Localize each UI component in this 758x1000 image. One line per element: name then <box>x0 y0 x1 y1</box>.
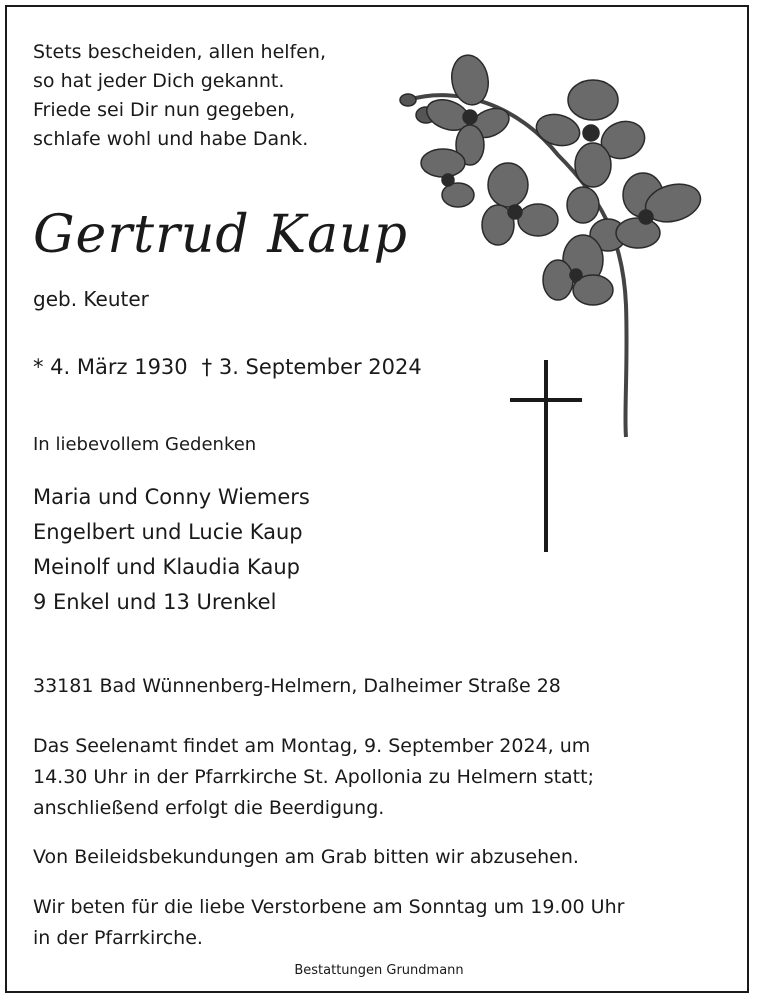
death-date: † 3. September 2024 <box>201 355 422 379</box>
address: 33181 Bad Wünnenberg-Helmern, Dalheimer Straße 28 <box>33 675 561 697</box>
poem <box>33 38 326 154</box>
mourner-line: Meinolf und Klaudia Kaup <box>33 555 300 579</box>
poem-line: Stets bescheiden, allen helfen, <box>33 41 327 63</box>
memory-intro: In liebevollem Gedenken <box>33 434 257 455</box>
life-dates <box>33 355 422 379</box>
service-info <box>33 731 594 824</box>
poem-line: Friede sei Dir nun gegeben, <box>33 99 296 121</box>
mourners-list <box>33 480 310 620</box>
mourner-line: 9 Enkel und 13 Urenkel <box>33 590 277 614</box>
prayer-line: in der Pfarrkirche. <box>33 927 203 949</box>
service-line: anschließend erfolgt die Beerdigung. <box>33 797 385 819</box>
undertaker: Bestattungen Grundmann <box>294 963 464 978</box>
poem-line: so hat jeder Dich gekannt. <box>33 70 285 92</box>
poem-line: schlafe wohl und habe Dank. <box>33 128 309 150</box>
mourner-line: Engelbert und Lucie Kaup <box>33 520 303 544</box>
condolences-note: Von Beileidsbekundungen am Grab bitten wir abzusehen. <box>33 846 579 868</box>
cross-icon <box>510 360 582 555</box>
birth-date: * 4. März 1930 <box>33 355 188 379</box>
service-line: 14.30 Uhr in der Pfarrkirche St. Apollonia zu Helmern statt; <box>33 766 594 788</box>
birth-name: geb. Keuter <box>33 287 149 311</box>
service-line: Das Seelenamt findet am Montag, 9. September 2024, um <box>33 735 591 757</box>
mourner-line: Maria und Conny Wiemers <box>33 485 310 509</box>
deceased-name: Gertrud Kaup <box>33 205 408 265</box>
prayer-info <box>33 892 624 954</box>
prayer-line: Wir beten für die liebe Verstorbene am Sonntag um 19.00 Uhr <box>33 896 625 918</box>
